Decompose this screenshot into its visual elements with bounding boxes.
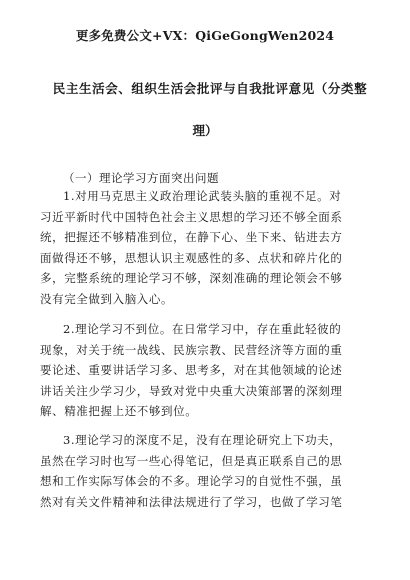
paragraph-line: 3.理论学习的深度不足，没有在理论研究上下功夫， [63,433,342,447]
paragraph-line: 1.对用马克思主义政治理论武装头脑的重视不足。对 [63,189,342,203]
paragraph-1 [40,186,356,309]
paragraph-line: 然对有关文件精神和法律法规进行了学习，也做了学习笔 [40,494,343,509]
header-watermark-text: 更多免费公文+VX：QiGeGongWen2024 [75,28,335,43]
paragraph-line: 习近平新时代中国特色社会主义思想的学习还不够全面系 [40,209,343,224]
paragraph-line: 多，完整系统的理论学习不够，深刻准确的理论领会不够 [40,271,343,285]
document-title-line-2: 理） [192,123,218,138]
paragraph-2 [40,319,356,422]
paragraph-line: 想和工作实际写体会的不多。理论学习的自觉性不强，虽 [40,474,343,488]
paragraph-line: 虽然在学习时也写一些心得笔记，但是真正联系自己的思 [40,453,343,468]
paragraph-line: 面做得还不够，思想认识主观感性的多、点状和碎片化的 [40,250,343,265]
paragraph-line: 没有完全做到入脑入心。 [40,291,174,306]
document-title-line-1: 民主生活会、组织生活会批评与自我批评意见（分类整 [52,81,368,96]
paragraph-line: 现象，对关于统一战线、民族宗教、民营经济等方面的重 [40,342,343,357]
paragraph-line: 要论述、重要讲话学习多、思考多，对在其他领域的论述 [40,363,343,377]
paragraph-line: 2.理论学习不到位。在日常学习中，存在重此轻彼的 [63,322,342,336]
paragraph-3 [40,430,356,512]
paragraph-line: 解、精准把握上还不够到位。 [40,404,198,418]
paragraph-line: 讲话关注少学习少，导致对党中央重大决策部署的深刻理 [40,383,343,398]
section-heading: （一）理论学习方面突出问题 [63,171,219,185]
paragraph-line: 统，把握还不够精准到位，在静下心、坐下来、钻进去方 [40,230,343,244]
